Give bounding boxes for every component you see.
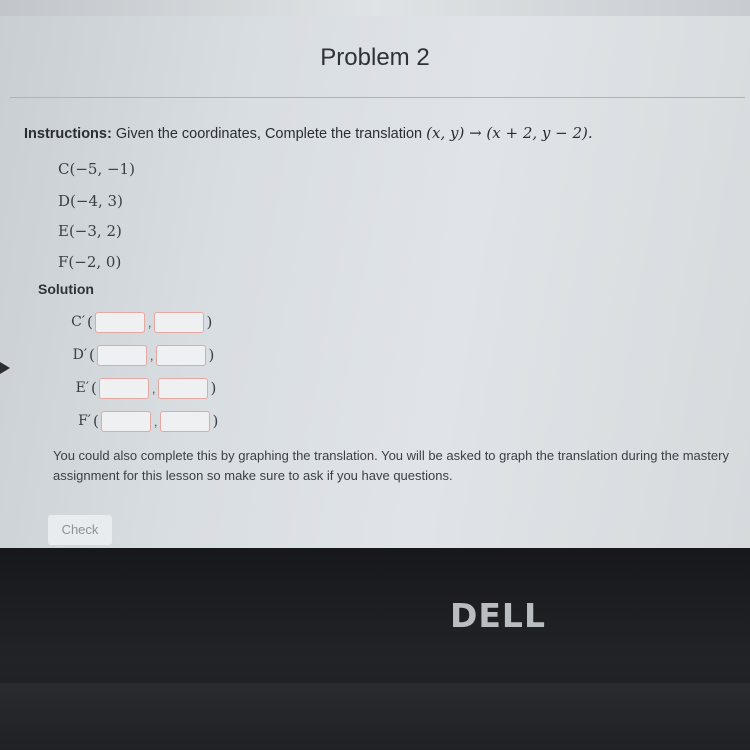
- translation-formula: (x, y) → (x + 2, y − 2).: [426, 124, 593, 142]
- solution-row-c: [55, 311, 214, 333]
- instructions-text: Given the coordinates, Complete the translation: [111, 126, 427, 142]
- laptop-bezel-edge: [0, 683, 750, 750]
- browser-top-edge: [0, 0, 750, 16]
- solution-name-e: E′: [75, 380, 89, 396]
- close-paren: ): [210, 379, 217, 397]
- open-paren: (: [87, 313, 93, 331]
- mouse-pointer-icon: [0, 362, 10, 374]
- solution-row-f: [61, 410, 220, 432]
- open-paren: (: [89, 346, 95, 364]
- dell-logo: DELL: [450, 596, 546, 635]
- c-y-input[interactable]: [154, 312, 204, 333]
- instructions: [24, 124, 593, 142]
- solution-name-d: D′: [72, 347, 87, 363]
- open-paren: (: [91, 379, 97, 397]
- e-y-input[interactable]: [158, 378, 208, 399]
- title-divider: [10, 97, 745, 98]
- solution-label: Solution: [38, 281, 94, 297]
- f-x-input[interactable]: [101, 411, 151, 432]
- comma: ,: [153, 413, 158, 429]
- point-d: D(−4, 3): [58, 192, 123, 210]
- point-e: E(−3, 2): [58, 222, 122, 240]
- open-paren: (: [93, 412, 99, 430]
- point-c: C(−5, −1): [58, 160, 135, 178]
- c-x-input[interactable]: [95, 312, 145, 333]
- graphing-note: You could also complete this by graphing the translation. You will be asked to graph the translation during the mastery assignment for this lesson so make sure to ask if you have questions.: [53, 448, 729, 483]
- problem-title: Problem 2: [320, 44, 430, 71]
- d-x-input[interactable]: [97, 345, 147, 366]
- close-paren: ): [206, 313, 213, 331]
- e-x-input[interactable]: [99, 378, 149, 399]
- f-y-input[interactable]: [160, 411, 210, 432]
- solution-row-e: [59, 377, 218, 399]
- close-paren: ): [208, 346, 215, 364]
- check-button[interactable]: Check: [48, 515, 112, 545]
- comma: ,: [147, 314, 152, 330]
- solution-name-f: F′: [78, 413, 91, 429]
- point-f: F(−2, 0): [58, 253, 122, 271]
- instructions-label: Instructions:: [24, 126, 112, 142]
- d-y-input[interactable]: [156, 345, 206, 366]
- close-paren: ): [212, 412, 219, 430]
- comma: ,: [149, 347, 154, 363]
- solution-row-d: [57, 344, 216, 366]
- solution-name-c: C′: [71, 314, 85, 330]
- comma: ,: [151, 380, 156, 396]
